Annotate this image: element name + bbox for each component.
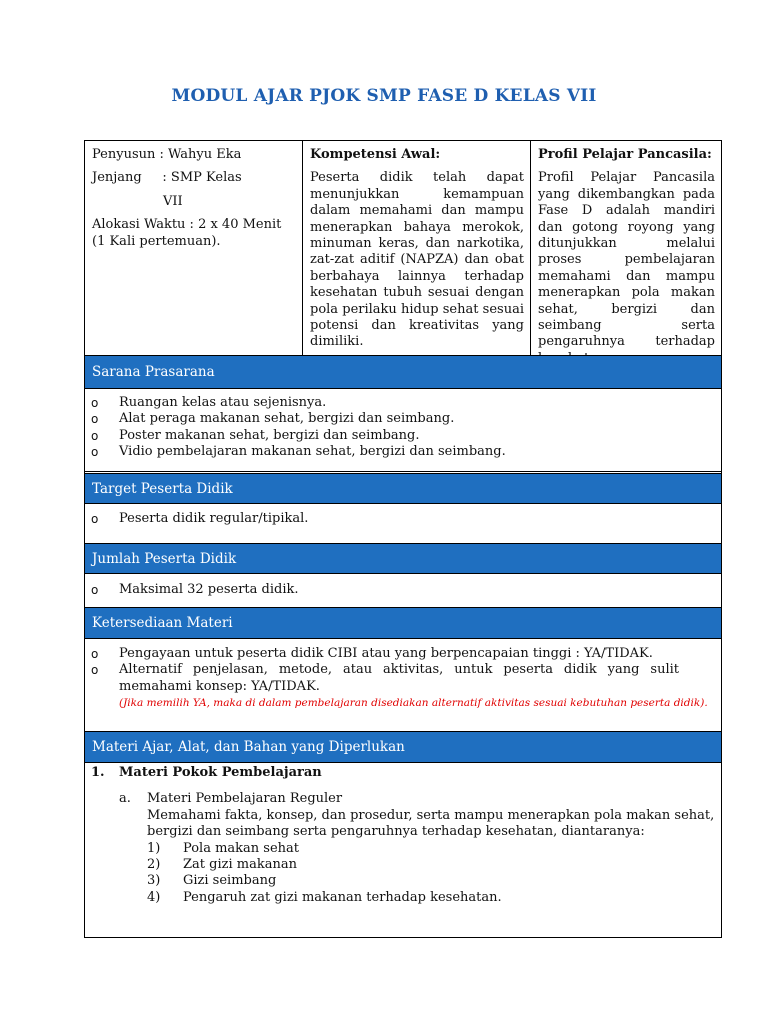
module-table xyxy=(84,140,722,938)
section-header-sarana: Sarana Prasarana xyxy=(85,355,721,389)
info-column-competence xyxy=(302,141,530,355)
info-column-author xyxy=(85,141,302,355)
sarana-list xyxy=(85,395,721,461)
bullet-marker: o xyxy=(91,663,99,678)
bullet-marker: o xyxy=(91,412,99,427)
section-header-ketersediaan: Ketersediaan Materi xyxy=(85,607,721,639)
number-marker: 1. xyxy=(91,765,105,780)
divider xyxy=(85,471,721,472)
section-header-target: Target Peserta Didik xyxy=(85,473,721,504)
section-header-materi: Materi Ajar, Alat, dan Bahan yang Diperlukan xyxy=(85,731,721,763)
numbered-heading xyxy=(85,765,721,781)
target-list xyxy=(85,511,721,527)
info-column-profile xyxy=(530,141,721,355)
class-text: VII xyxy=(163,193,183,209)
note-text: (Jika memilih YA, maka di dalam pembelajaran disediakan alternatif aktivitas sesuai kebutuhan peserta didik). xyxy=(119,697,708,710)
competence-text: Peserta didik telah dapat menunjukkan kemampuan dalam memahami dan mampu menerapkan bahaya merokok, minuman keras, dan narkotika, zat-zat aditif (NAPZA) dan obat berbahaya lainnya terhadap kesehatan tubuh sesuai dengan pola perilaku hidup sehat sesuai potensi dan kreativitas yang dimiliki. xyxy=(310,170,524,350)
list-item: o Poster makanan sehat, bergizi dan seimbang. xyxy=(91,427,420,443)
bullet-marker: o xyxy=(91,445,99,460)
list-item: 4) Pengaruh zat gizi makanan terhadap kesehatan. xyxy=(147,889,502,905)
profile-text: Profil Pelajar Pancasila yang dikembangkan pada Fase D adalah mandiri dan gotong royong yang ditunjukkan melalui proses pembelajaran memahami dan mampu menerapkan pola makan sehat, bergizi dan seimbang serta pengaruhnya terhadap xyxy=(538,170,715,350)
jumlah-list xyxy=(85,582,721,598)
letter-marker: a. xyxy=(119,791,131,807)
competence-heading: Kompetensi Awal: xyxy=(310,147,441,162)
list-item: o Pengayaan untuk peserta didik CIBI atau yang berpencapaian tinggi : YA/TIDAK. xyxy=(91,646,653,661)
list-item: o Vidio pembelajaran makanan sehat, bergizi dan seimbang. xyxy=(91,444,506,460)
materi-pokok-heading: Materi Pokok Pembelajaran xyxy=(119,765,322,780)
list-item: 2) Zat gizi makanan xyxy=(147,857,297,873)
bullet-marker: o xyxy=(91,396,99,410)
bullet-marker: o xyxy=(91,583,99,597)
bullet-marker: o xyxy=(91,428,99,443)
info-row xyxy=(85,141,721,355)
list-item: 1) Pola makan sehat xyxy=(147,840,300,856)
bullet-marker: o xyxy=(91,647,99,661)
author-text: Penyusun : Wahyu Eka xyxy=(92,147,242,162)
list-item: 3) Gizi seimbang xyxy=(147,873,277,889)
level-text: Jenjang : SMP Kelas xyxy=(92,170,242,186)
section-header-jumlah: Jumlah Peserta Didik xyxy=(85,543,721,574)
list-item: o Alternatif penjelasan, metode, atau aktivitas, untuk peserta didik yang sulit memahami konsep: YA/TIDAK. xyxy=(91,662,679,694)
list-item: o Alat peraga makanan sehat, bergizi dan seimbang. xyxy=(91,411,455,427)
materi-description: Memahami fakta, konsep, dan prosedur, serta mampu menerapkan pola makan sehat, bergizi dan seimbang serta pengaruhnya terhadap kesehatan, diantaranya: xyxy=(147,807,715,840)
list-item: o Peserta didik regular/tipikal. xyxy=(91,511,309,526)
bullet-marker: o xyxy=(91,512,99,526)
sub-item xyxy=(85,791,721,807)
document-title: MODUL AJAR PJOK SMP FASE D KELAS VII xyxy=(171,86,597,106)
materi-content xyxy=(85,765,721,906)
sub-item-title: Materi Pembelajaran Reguler xyxy=(147,791,343,807)
list-item: o Ruangan kelas atau sejenisnya. xyxy=(91,395,327,410)
ketersediaan-list xyxy=(85,646,721,712)
profile-heading: Profil Pelajar Pancasila: xyxy=(538,147,712,162)
time-allocation-text: Alokasi Waktu : 2 x 40 Menit (1 Kali pertemuan). xyxy=(92,217,282,249)
list-item: o Maksimal 32 peserta didik. xyxy=(91,582,299,597)
